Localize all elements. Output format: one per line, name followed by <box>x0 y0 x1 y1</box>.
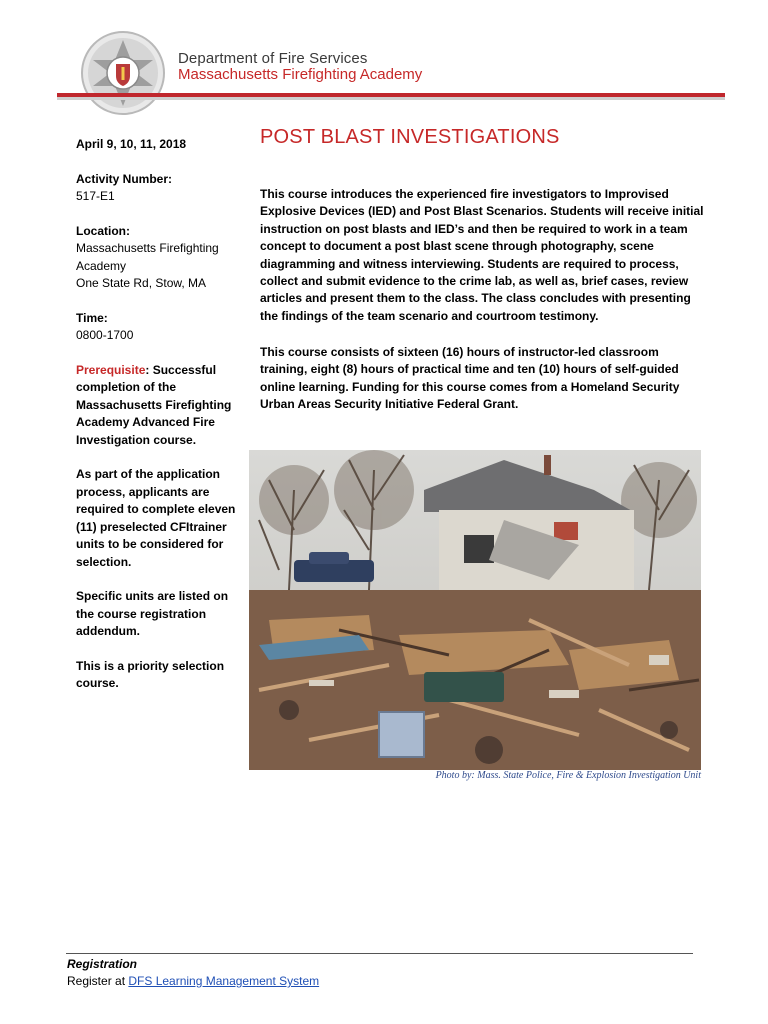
org-name: Department of Fire Services <box>178 50 368 67</box>
course-dates: April 9, 10, 11, 2018 <box>76 137 187 151</box>
prerequisite-label: Prerequisite <box>76 362 146 377</box>
course-details-sidebar <box>76 136 241 710</box>
course-description: This course introduces the experienced fire investigators to Improvised Explosive Devices (IED) and Post Blast Scenarios. Students will receive initial instruction on post blasts and IED’s and then be required to work in a team concept to document a post blast scene through photography, scene diagramming and witness interviewing. Students are required to process, collect and submit evidence to the crime lab, as well as, brief cases, review articles and present them to the class. The class concludes with presenting the findings of the team scenario and courtroom testimony. <box>260 187 704 323</box>
registration-line <box>67 974 319 988</box>
units-note: Specific units are listed on the course registration addendum. <box>76 589 229 638</box>
page-title: POST BLAST INVESTIGATIONS <box>260 126 560 148</box>
time-label: Time: <box>76 310 108 325</box>
lms-registration-link[interactable]: DFS Learning Management System <box>128 974 320 988</box>
location-line: One State Rd, Stow, MA <box>76 276 207 290</box>
location-line: Massachusetts Firefighting <box>76 241 219 255</box>
location-line: Academy <box>76 258 127 273</box>
registration-heading: Registration <box>67 957 138 971</box>
priority-note: This is a priority selection course. <box>76 658 225 690</box>
application-note: As part of the application process, applicants are required to complete eleven (11) preselected CFItrainer units to be considered for selection. <box>76 467 236 569</box>
course-hours-funding: This course consists of sixteen (16) hours of instructor-led classroom training, eight (8) hours of practical time and ten (10) hours of self-guided online learning. Funding for this course comes from a Homeland Security Urban Areas Security Initiative Federal Grant. <box>260 345 680 412</box>
prerequisite-text: : Successful completion of the Massachusetts Firefighting Academy Advanced Fire Investigation course. <box>76 362 232 447</box>
activity-number-value: 517-E1 <box>76 189 115 203</box>
registration-prefix: Register at <box>67 974 129 988</box>
dfs-seal-icon <box>80 30 166 116</box>
time-value: 0800-1700 <box>76 328 134 342</box>
post-blast-scene-photo <box>249 450 701 770</box>
photo-caption: Photo by: Mass. State Police, Fire & Explosion Investigation Unit <box>435 770 701 781</box>
prerequisite-block <box>76 362 241 450</box>
location-label: Location: <box>76 223 130 238</box>
org-subtitle: Massachusetts Firefighting Academy <box>178 66 423 83</box>
header-divider-shadow <box>57 97 725 100</box>
footer-divider <box>66 953 693 954</box>
activity-number-label: Activity Number: <box>76 171 173 186</box>
